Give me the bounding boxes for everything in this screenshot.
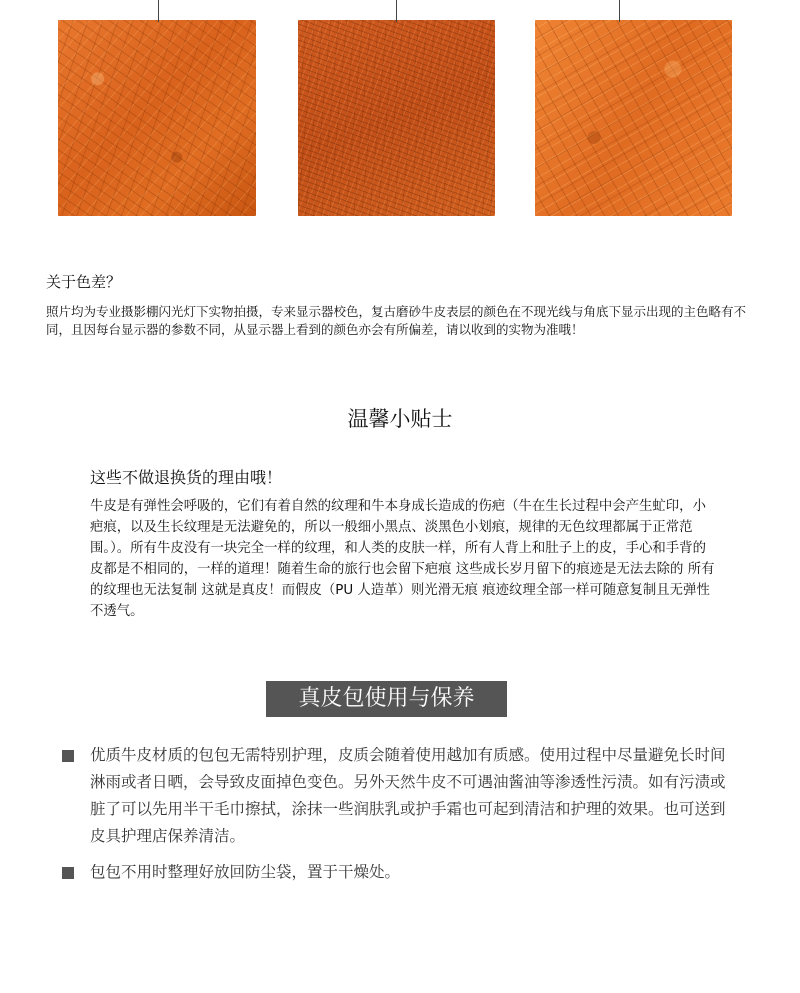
- square-bullet-icon: [62, 867, 74, 879]
- leather-swatch-3: [535, 20, 732, 216]
- care-section-banner: 真皮包使用与保养: [266, 681, 507, 717]
- no-return-reasons-heading: 这些不做退换货的理由哦！: [90, 468, 283, 487]
- leather-nature-text: 牛皮是有弹性会呼吸的，它们有着自然的纹理和牛本身成长造成的伤疤（牛在生长过程中会产生虻印，小疤痕，以及生长纹理是无法避免的，所以一般细小黑点、淡黑色小划痕，规律的无色纹理都属于正常范围。）。所有牛皮没有一块完全一样的纹理，和人类的皮肤一样，所有人背上和肚子上的皮，手心和手背的皮都是不相同的，一样的道理！随着生命的旅行也会留下疤痕 这些成长岁月留下的痕迹是无法去除的 所有的纹理也无法复制 这就是真皮！而假皮（PU 人造革）则光滑无痕 痕迹纹理全部一样可随意复制且无弹性 不透气。: [90, 499, 715, 619]
- color-difference-heading: 关于色差？: [46, 273, 122, 291]
- hanging-string: [619, 0, 620, 22]
- color-difference-text: 照片均为专业摄影棚闪光灯下实物拍摄，专来显示器校色，复古磨砂牛皮表层的颜色在不现光线与角底下显示出现的主色略有不同，且因每台显示器的参数不同，从显示器上看到的颜色亦会有所偏差，请以收到的实物为准哦！: [46, 304, 747, 337]
- care-item-text: 包包不用时整理好放回防尘袋，置于干燥处。: [90, 863, 401, 881]
- hanging-string: [158, 0, 159, 22]
- leather-swatch-2: [298, 20, 495, 216]
- leather-swatch-1: [58, 20, 256, 216]
- care-item-text: 优质牛皮材质的包包无需特别护理，皮质会随着使用越加有质感。使用过程中尽量避免长时间淋雨或者日晒，会导致皮面掉色变色。另外天然牛皮不可遇油酱油等渗透性污渍。如有污渍或脏了可以先用半干毛巾擦拭，涂抹一些润肤乳或护手霜也可起到清洁和护理的效果。也可送到皮具护理店保养清洁。: [90, 746, 726, 845]
- hanging-string: [396, 0, 397, 22]
- tips-title: 温馨小贴士: [347, 407, 453, 431]
- square-bullet-icon: [62, 750, 74, 762]
